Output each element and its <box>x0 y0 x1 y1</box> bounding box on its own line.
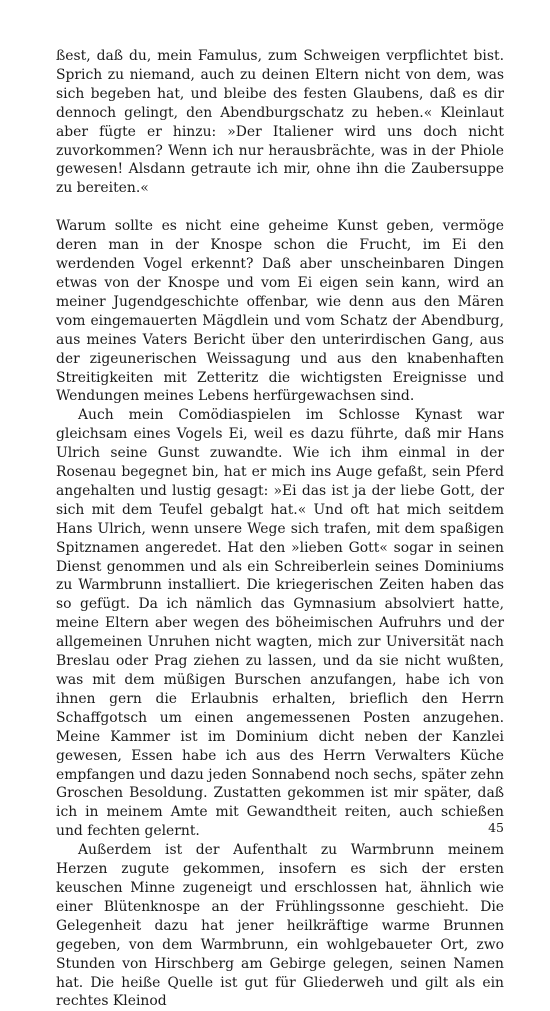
page-number: 45 <box>488 820 504 835</box>
paragraph-continuation: ßest, daß du, mein Famulus, zum Schweigen verpflichtet bist. Sprich zu niemand, auch zu deinen Eltern nicht von dem, was sich begeben hat, und bleibe des festen Glaubens, daß es dir dennoch gelingt, den Abendburgschatz zu heben.« Kleinlaut aber fügte er hinzu: »Der Italiener wird uns doch nicht zuvorkommen? Wenn ich nur herausbrächte, was in der Phiole gewesen! Alsdann getraute ich mir, ohne ihn die Zaubersuppe zu bereiten.« <box>56 48 504 197</box>
paragraph-warmbrunn: Außerdem ist der Aufenthalt zu Warmbrunn meinem Herzen zugute gekommen, insofern es sich der ersten keuschen Minne zugeneigt und erschlossen hat, ähnlich wie einer Blütenknospe an der Frühlingssonne geschieht. Die Gelegenheit dazu hat jener heilkräftige warme Brunnen gegeben, von dem Warmbrunn, ein wohlgebaueter Ort, zwo Stunden von Hirschberg am Gebirge gelegen, seinen Namen hat. Die heiße Quelle ist gut für Gliederweh und gilt als ein rechtes Kleinod <box>56 842 504 1010</box>
body-text <box>56 47 504 1011</box>
paragraph-comoedia: Auch mein Comödiaspielen im Schlosse Kynast war gleichsam eines Vogels Ei, weil es dazu führte, daß mir Hans Ulrich seine Gunst zuwandte. Wie ich ihm einmal in der Rosenau begegnet bin, hat er mich ins Auge gefaßt, sein Pferd angehalten und lustig gesagt: »Ei das ist ja der liebe Gott, der sich mit dem Teufel gebalgt hat.« Und oft hat mich seitdem Hans Ulrich, wenn unsere Wege sich trafen, mit dem spaßigen Spitznamen angeredet. Hat den »lieben Gott« sogar in seinen Dienst genommen und als ein Schreiberlein seines Dominiums zu Warmbrunn installiert. Die kriegerischen Zeiten haben das so gefügt. Da ich nämlich das Gymnasium absolviert hatte, meine Eltern aber wegen des böheimischen Aufruhrs und der allgemeinen Unruhen nicht wagten, mich zur Universität nach Breslau oder Prag ziehen zu lassen, und da sie nicht wußten, was mit dem müßigen Burschen anzufangen, habe ich von ihnen gern die Erlaubnis erhalten, brieflich den Herrn Schaffgotsch um einen angemessenen Posten anzugehen. Meine Kammer ist im Dominium dicht neben der Kanzlei gewesen, Essen habe ich aus des Herrn Verwalters Küche empfangen und dazu jeden Sonnabend noch sechs, später zehn Groschen Besoldung. Zustatten gekommen ist mir später, daß ich in meinem Amte mit Gewandtheit reiten, auch schießen und fechten gelernt. <box>56 407 504 840</box>
paragraph-knospe: Warum sollte es nicht eine geheime Kunst geben, vermöge deren man in der Knospe schon die Frucht, im Ei den werdenden Vogel erkennt? Daß aber unscheinbaren Dingen etwas von der Knospe und vom Ei eigen sein kann, wird an meiner Jugendgeschichte offenbar, wie denn aus den Mären vom eingemauerten Mägdlein und vom Schatz der Abendburg, aus meines Vaters Bericht über den unterirdischen Gang, aus der zigeunerischen Weissagung und aus den knabenhaften Streitigkeiten mit Zetteritz die wichtigsten Ereignisse und Wendungen meines Lebens herfürgewachsen sind. <box>56 218 504 405</box>
